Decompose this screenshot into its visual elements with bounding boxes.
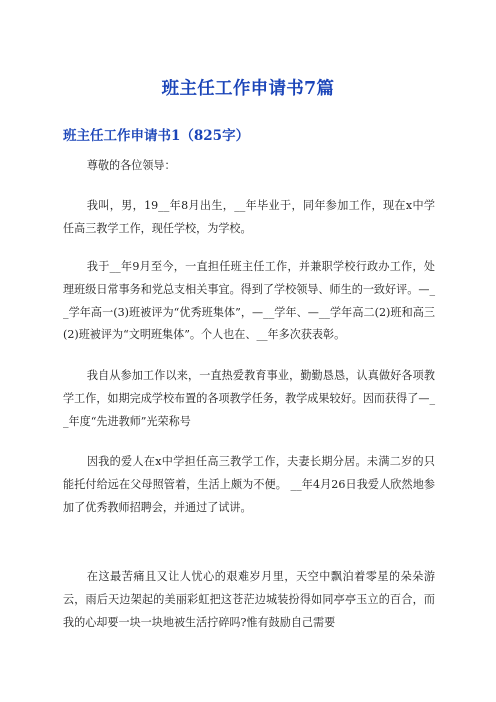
section-heading: 班主任工作申请书1（825字）	[63, 128, 250, 144]
paragraph: 我自从参加工作以来，一直热爱教育事业，勤勤恳恳，认真做好各项教学工作，如期完成学校布置的各项教学任务，教学成果较好。因而获得了—__年度“先进教师”光荣称号	[63, 369, 435, 428]
paragraph: 我叫，男，19__年8月出生，__年毕业于，同年参加工作，现在x中学任高三教学工作，现任学校，为学校。	[63, 199, 435, 235]
document-title: 班主任工作申请书7篇	[161, 79, 335, 99]
salutation: 尊敬的各位领导：	[86, 159, 176, 172]
paragraph: 在这最苦痛且又让人忧心的艰难岁月里，天空中飘泊着零星的朵朵游云，雨后天边架起的美丽彩虹把这苍茫边城装扮得如同亭亭玉立的百合，而我的心却要一块一块地被生活拧碎吗?惟有鼓励自己需要	[63, 570, 435, 629]
paragraph: 我于__年9月至今，一直担任班主任工作，并兼职学校行政办工作，处理班级日常事务和党总支相关事宜。得到了学校领导、师生的一致好评。—__学年高一(3)班被评为“优秀班集体”，—__学年、—__学年高二(2)班和高三(2)班被评为“文明班集体”。个人也在、__年多次获表彰。	[63, 260, 435, 342]
paragraph: 因我的爱人在x中学担任高三教学工作，夫妻长期分居。未满二岁的只能托付给远在父母照管着，生活上颇为不便。 __年4月26日我爱人欣然地参加了优秀教师招聘会，并通过了试讲。	[63, 455, 435, 514]
